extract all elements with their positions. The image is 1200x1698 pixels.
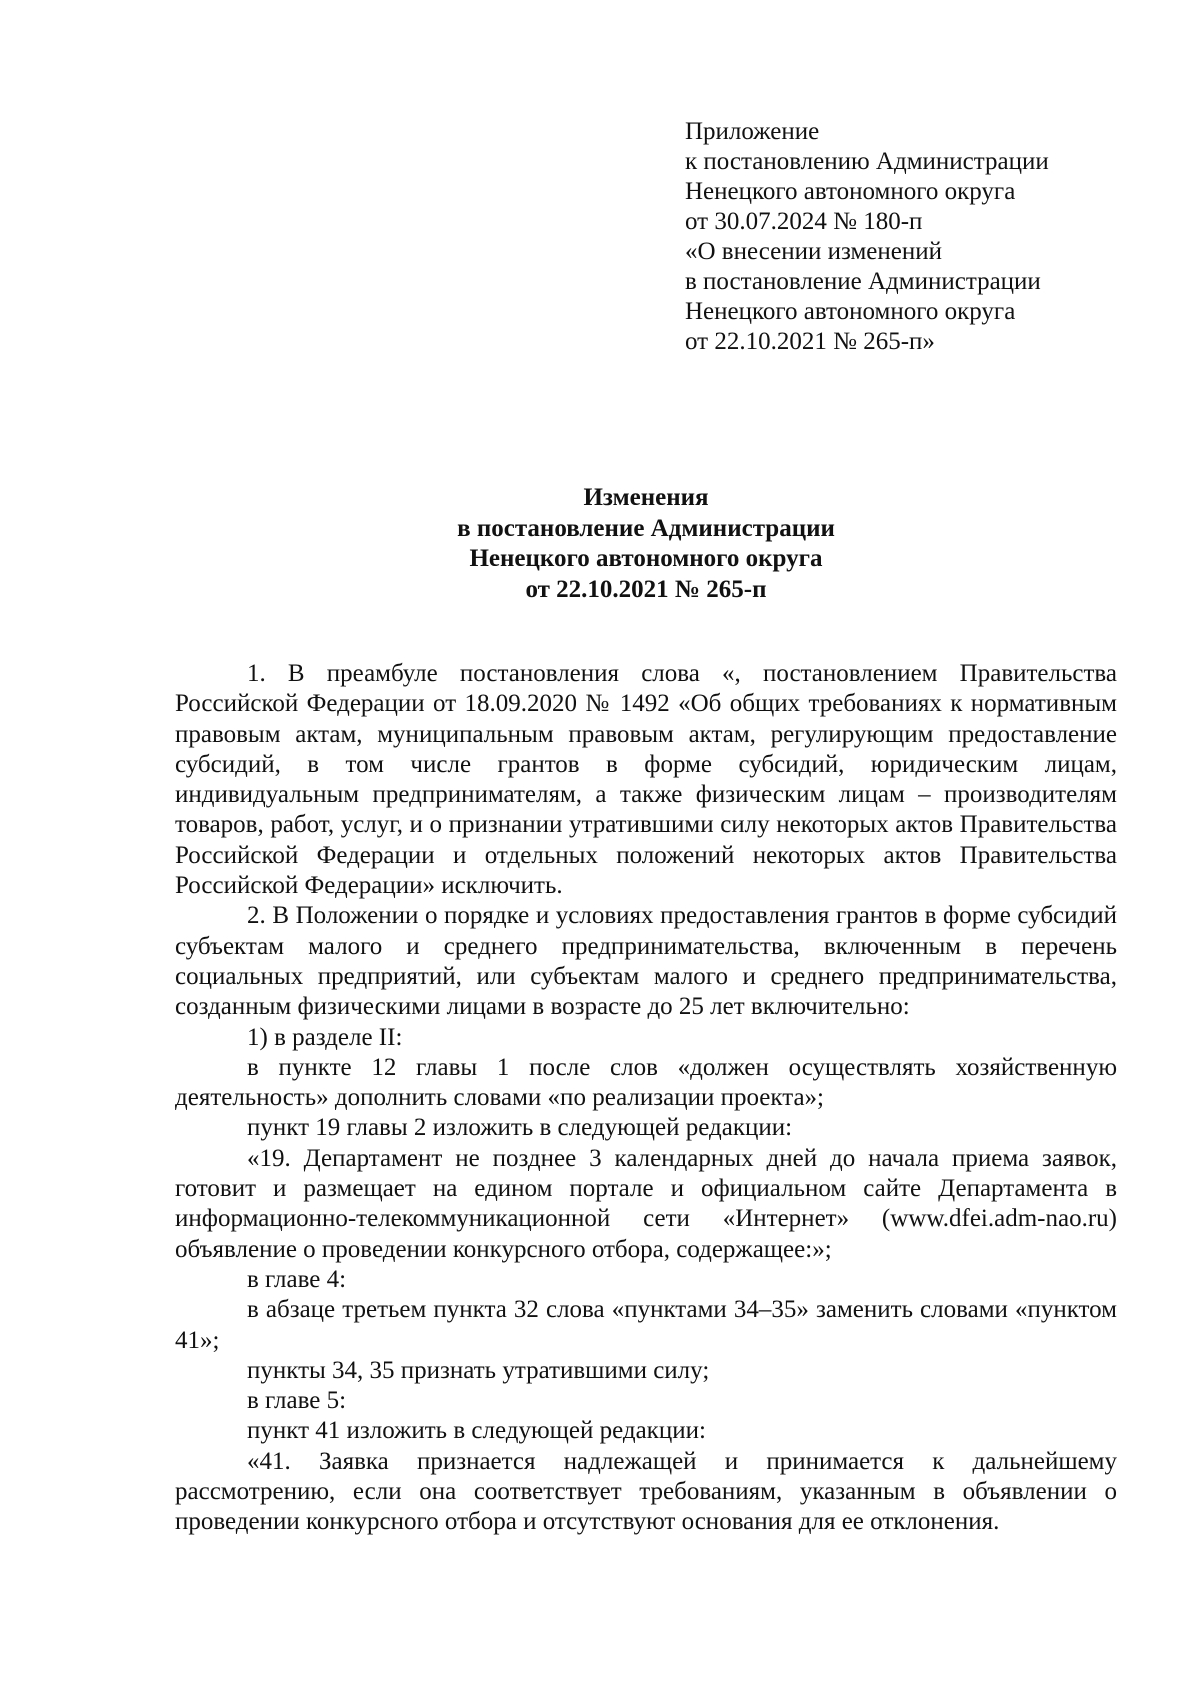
document-body (175, 659, 1117, 1538)
appendix-block (685, 117, 1105, 357)
paragraph: в пункте 12 главы 1 после слов «должен осуществлять хозяйственную деятельность» дополнить словами «по реализации проекта»; (175, 1053, 1117, 1112)
paragraph: пункты 34, 35 признать утратившими силу; (247, 1356, 710, 1384)
paragraph: в главе 5: (247, 1387, 347, 1415)
title-line: Ненецкого автономного округа (469, 545, 823, 572)
appendix-line: к постановлению Администрации (685, 148, 1049, 175)
appendix-line: «О внесении изменений (685, 238, 943, 265)
paragraph: пункт 41 изложить в следующей редакции: (247, 1417, 706, 1445)
appendix-line: Ненецкого автономного округа (685, 298, 1016, 325)
paragraph-subitem: 1) в разделе II: (247, 1023, 403, 1051)
paragraph-item-2: 2. В Положении о порядке и условиях предоставления грантов в форме субсидий субъектам малого и среднего предпринимательства, включенным в перечень социальных предприятий, или субъектам малого и среднего предпринимательства, созданным физическими лицами в возрасте до 25 лет включительно: (175, 902, 1117, 1021)
appendix-line: Ненецкого автономного округа (685, 178, 1016, 205)
appendix-line: от 22.10.2021 № 265-п» (685, 328, 935, 355)
document-title (175, 483, 1117, 605)
title-line: в постановление Администрации (457, 514, 835, 542)
quoted-paragraph: «19. Департамент не позднее 3 календарных дней до начала приема заявок, готовит и размещает на едином портале и официальном сайте Департамента в информационно-телекоммуникационной сети «Интернет» (www.dfei.adm-nao.ru) объявление о проведении конкурсного отбора, содержащее:»; (175, 1144, 1117, 1263)
title-line: Изменения (583, 484, 709, 511)
paragraph-item-1: 1. В преамбуле постановления слова «, постановлением Правительства Российской Федерации от 18.09.2020 № 1492 «Об общих требованиях к нормативным правовым актам, муниципальным правовым актам, регулирующим предоставление субсидий, в том числе грантов в форме субсидий, юридическим лицам, индивидуальным предпринимателям, а также физическим лицам – производителям товаров, работ, услуг, и о признании утратившими силу некоторых актов Правительства Российской Федерации и отдельных положений некоторых актов Правительства Российской Федерации» исключить. (175, 660, 1117, 900)
appendix-line: Приложение (685, 118, 820, 145)
paragraph: в абзаце третьем пункта 32 слова «пунктами 34–35» заменить словами «пунктом 41»; (175, 1296, 1117, 1354)
title-line: от 22.10.2021 № 265-п (525, 575, 767, 603)
quoted-paragraph: «41. Заявка признается надлежащей и принимается к дальнейшему рассмотрению, если она соответствует требованиям, указанным в объявлении о проведении конкурсного отбора и отсутствуют основания для ее отклонения. (175, 1447, 1117, 1536)
appendix-line: в постановление Администрации (685, 268, 1041, 295)
paragraph: в главе 4: (247, 1265, 347, 1293)
paragraph: пункт 19 главы 2 изложить в следующей редакции: (247, 1114, 793, 1142)
appendix-line: от 30.07.2024 № 180-п (685, 208, 923, 235)
